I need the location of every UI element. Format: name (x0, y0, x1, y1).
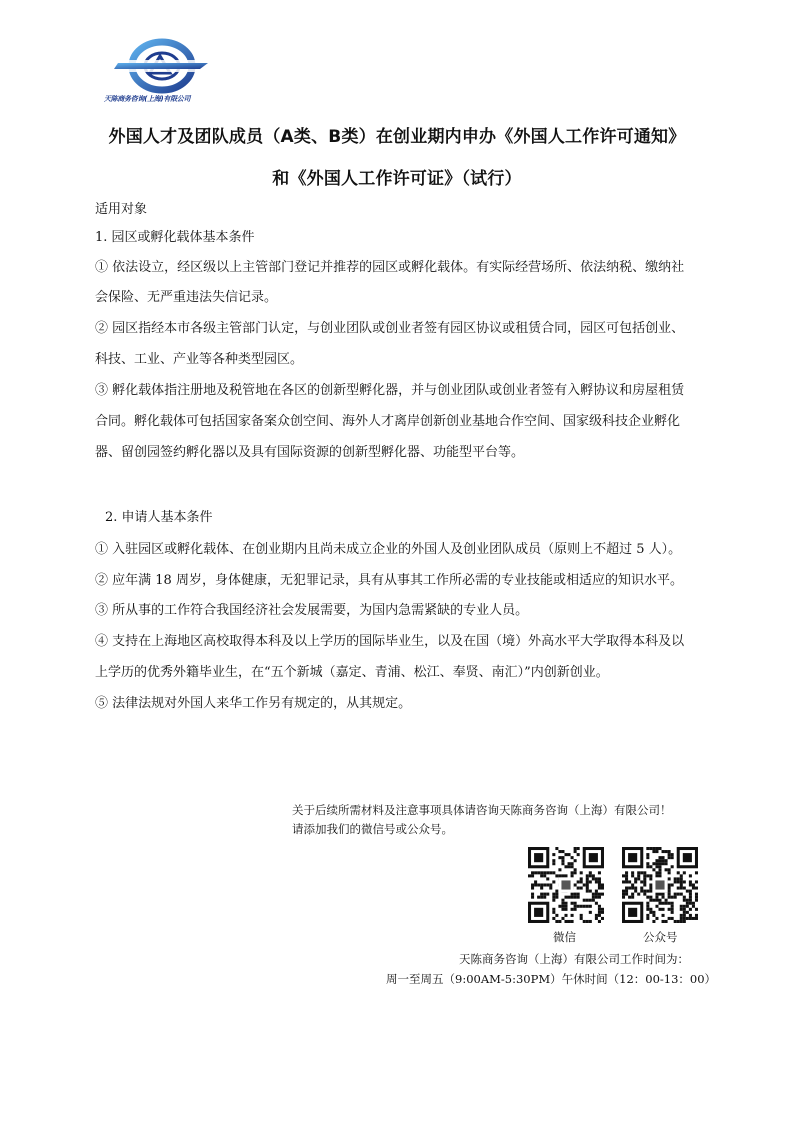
contact-line-2: 请添加我们的微信号或公众号。 (292, 822, 453, 836)
section-2-text-line: ② 应年满 18 周岁，身体健康，无犯罪记录，具有从事其工作所必需的专业技能或相适应的知识水平。 (95, 573, 683, 588)
section-1-text-line: ① 依法设立，经区级以上主管部门登记并推荐的园区或孵化载体。有实际经营场所、依法纳税、缴纳社 (95, 260, 685, 275)
section-2-text-line: 上学历的优秀外籍毕业生，在“五个新城（嘉定、青浦、松江、奉贤、南汇）”内创新创业。 (95, 665, 609, 680)
logo-emblem-icon (104, 38, 216, 94)
section-2-heading: 2. 申请人基本条件 (105, 510, 213, 525)
section-1-heading: 1. 园区或孵化载体基本条件 (95, 230, 255, 245)
official-account-qr-code[interactable] (622, 847, 698, 923)
section-1-text-line: 器、留创园签约孵化器以及具有国际资源的创新型孵化器、功能型平台等。 (95, 445, 525, 460)
document-title-line-1: 外国人才及团队成员（A类、B类）在创业期内申办《外国人工作许可通知》 (108, 127, 686, 147)
wechat-qr-icon (528, 847, 604, 923)
wechat-qr-code[interactable] (528, 847, 604, 923)
working-hours-line-2: 周一至周五（9:00AM-5:30PM）午休时间（12：00-13：00） (386, 972, 717, 986)
official-account-qr-icon (622, 847, 698, 923)
section-2-text-line: ③ 所从事的工作符合我国经济社会发展需要，为国内急需紧缺的专业人员。 (95, 603, 529, 618)
official-account-qr-label: 公众号 (643, 930, 678, 944)
section-2-text-line: ① 入驻园区或孵化载体、在创业期内且尚未成立企业的外国人及创业团队成员（原则上不超过 5 人）。 (95, 542, 682, 557)
company-logo (104, 38, 216, 106)
wechat-qr-label: 微信 (553, 930, 576, 944)
section-1-text-line: 会保险、无严重违法失信记录。 (95, 290, 278, 305)
document-title-line-2: 和《外国人工作许可证》（试行） (272, 169, 522, 189)
contact-line-1: 关于后续所需材料及注意事项具体请咨询天陈商务咨询（上海）有限公司！ (292, 803, 672, 817)
applicable-heading: 适用对象 (95, 202, 148, 217)
section-2-text-line: ④ 支持在上海地区高校取得本科及以上学历的国际毕业生，以及在国（境）外高水平大学取得本科及以 (95, 634, 685, 649)
logo-company-text: 天陈商务咨询(上海)有限公司 (104, 95, 191, 103)
section-1-text-line: ③ 孵化载体指注册地及税管地在各区的创新型孵化器，并与创业团队或创业者签有入孵协议和房屋租赁 (95, 383, 685, 398)
section-2-text-line: ⑤ 法律法规对外国人来华工作另有规定的，从其规定。 (95, 696, 412, 711)
section-1-text-line: 科技、工业、产业等各种类型园区。 (95, 352, 304, 367)
section-1-text-line: 合同。孵化载体可包括国家备案众创空间、海外人才离岸创新创业基地合作空间、国家级科技企业孵化 (95, 414, 681, 429)
working-hours-line-1: 天陈商务咨询（上海）有限公司工作时间为： (459, 952, 689, 966)
section-1-text-line: ② 园区指经本市各级主管部门认定，与创业团队或创业者签有园区协议或租赁合同，园区可包括创业、 (95, 321, 685, 336)
